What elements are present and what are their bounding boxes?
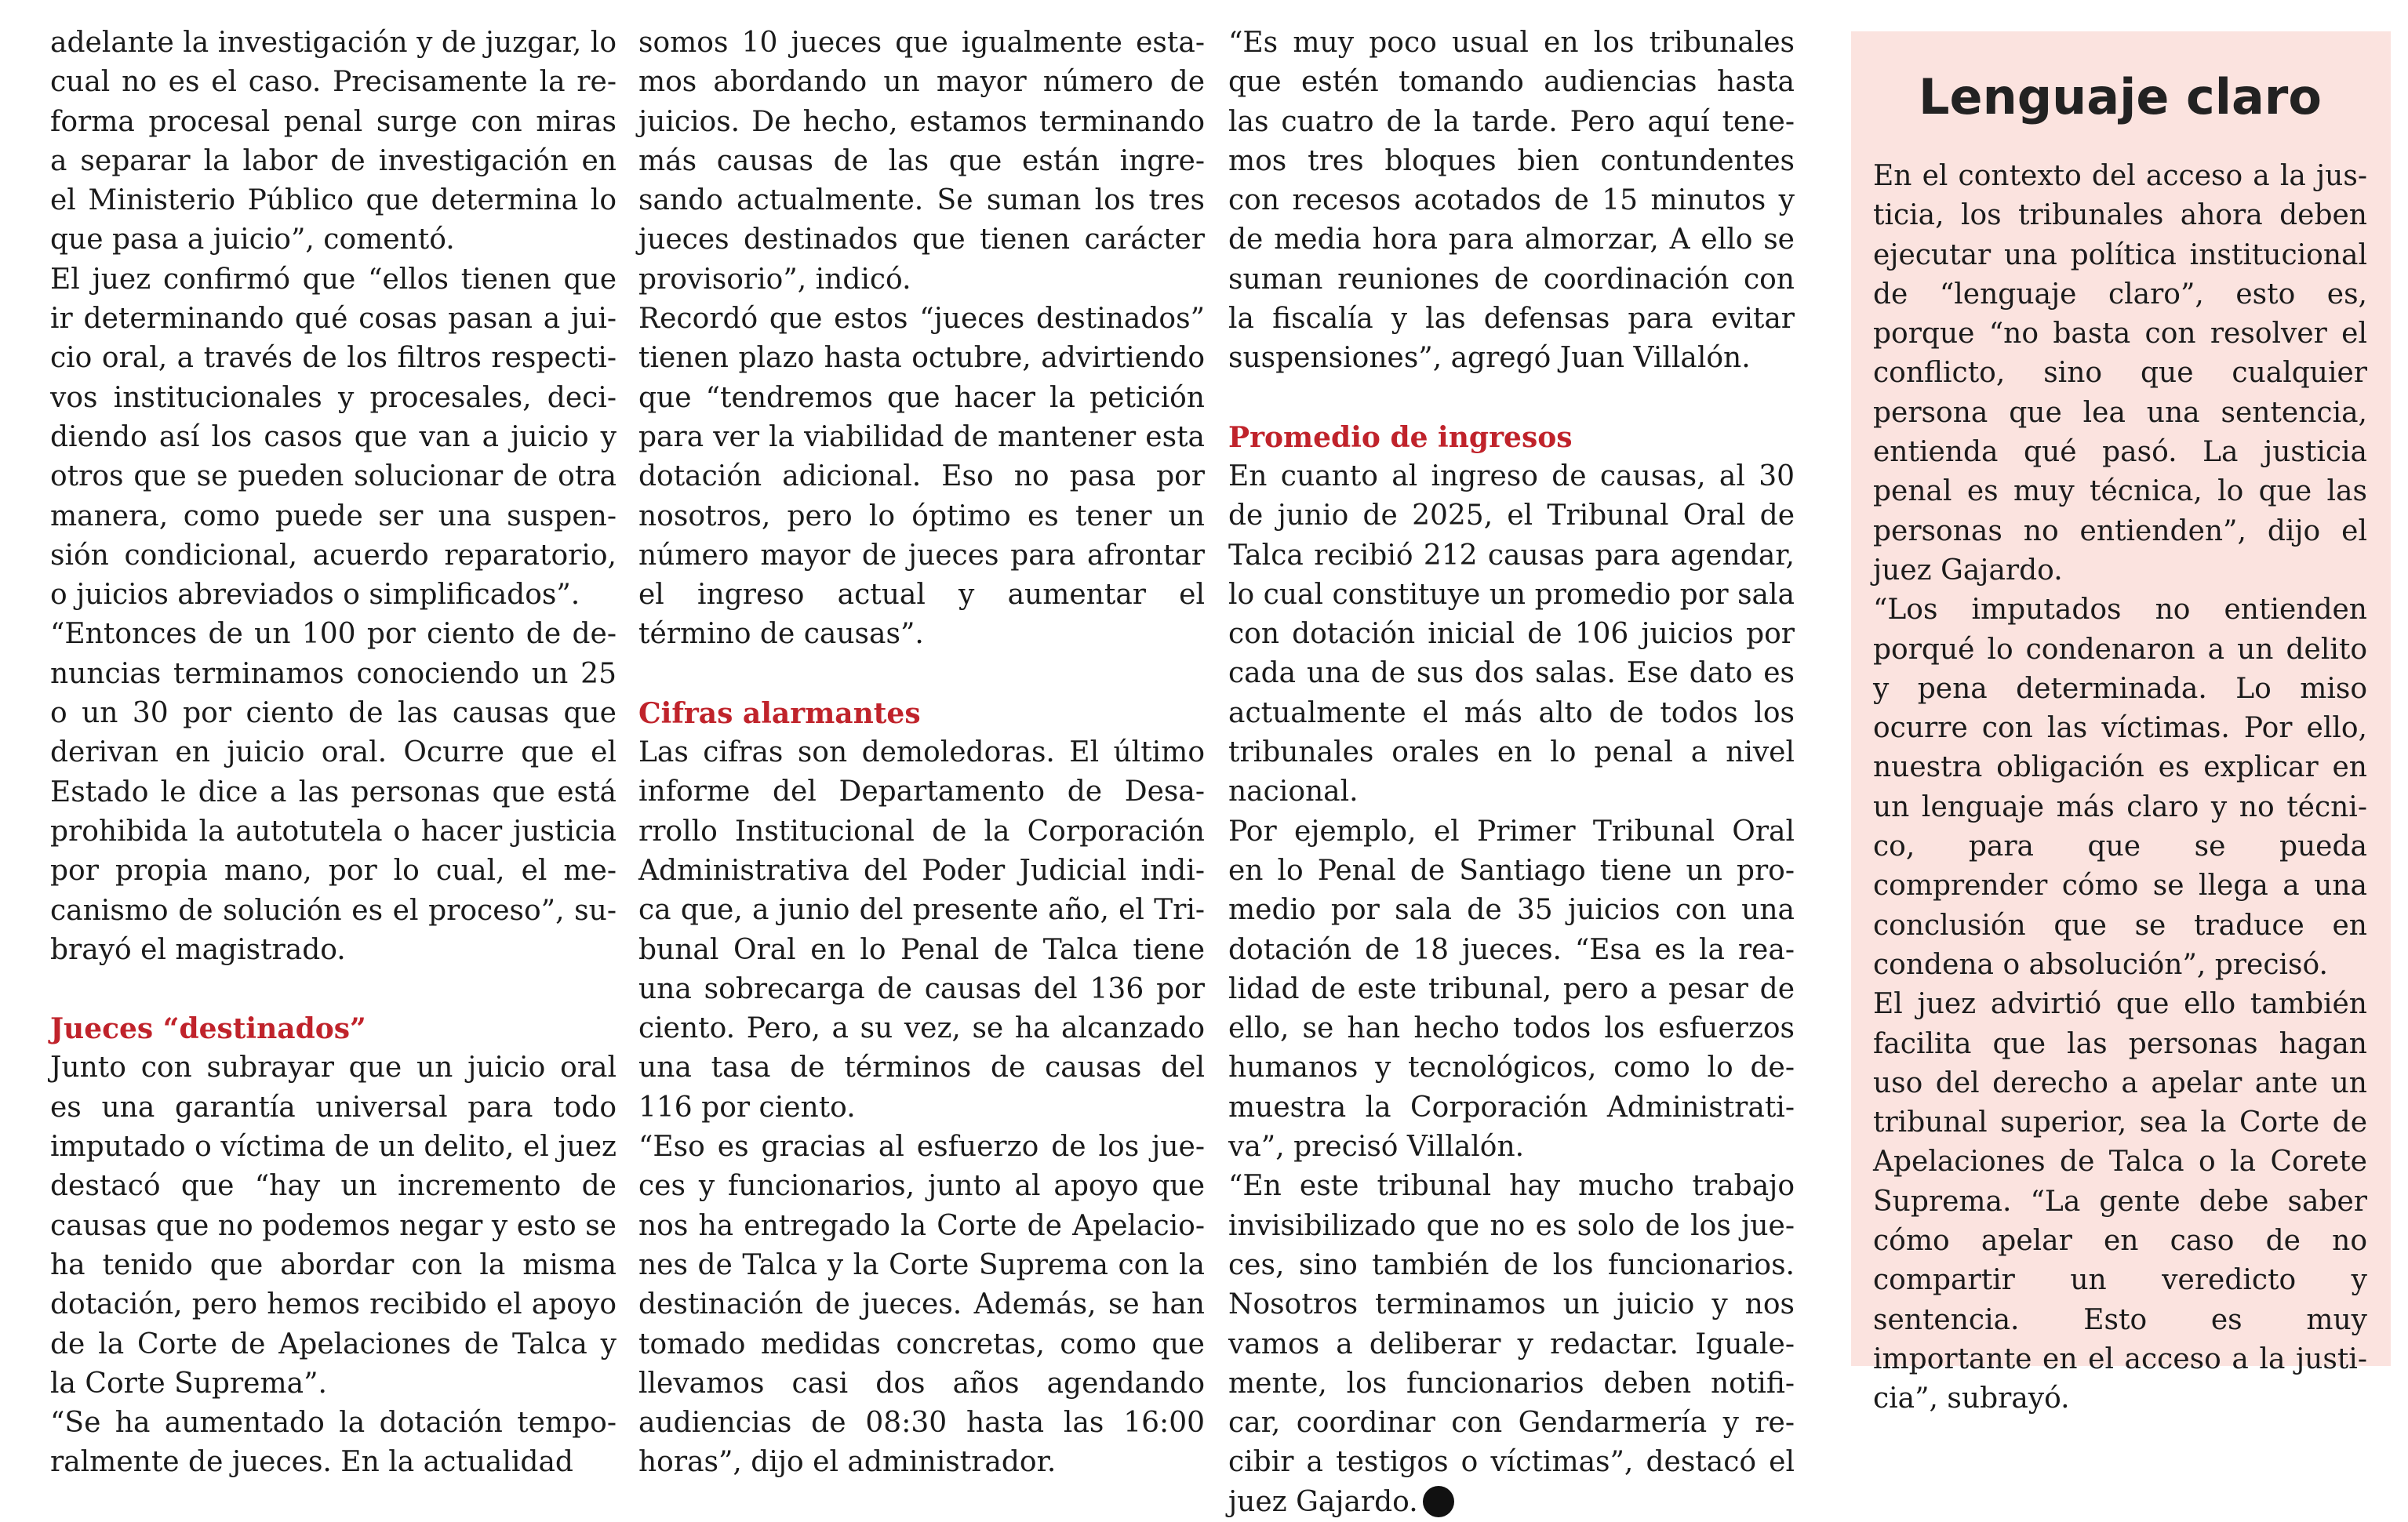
article-paragraph: “Entonces de un 100 por ciento de denuncias terminamos conociendo un 25 o un 30 por ciento de las causas que derivan en juicio oral. Ocurre que el Estado le dice a las personas que está prohibida la autotutela o hacer justicia por propia mano, por lo cual, el mecanismo de solución es el proceso”, subrayó el magistrado. [50,618,617,966]
article-paragraph: somos 10 jueces que igualmente estamos abordando un mayor número de juicios. De hecho, estamos terminando más causas de las que están ingresando actualmente. Se suman los tres jueces destinados que tienen carácter provisorio”, indicó. [638,27,1205,296]
article-paragraph: Junto con subrayar que un juicio oral es una garantía universal para todo imputado o víctima de un delito, el juez destacó que “hay un incremento de causas que no podemos negar y esto se ha tenido que abordar con la misma dotación, pero hemos recibido el apoyo de la Corte de Apelaciones de Talca y la Corte Suprema”. [50,1052,617,1400]
sidebar-paragraph: En el contexto del acceso a la justicia, los tribunales ahora deben ejecutar una política institucional de “lenguaje claro”, esto es, porque “no basta con resolver el conflicto, sino que cualquier persona que lea una sentencia, entienda qué pasó. La justicia penal es muy técnica, lo que las personas no entienden”, dijo el juez Gajardo. [1873,160,2367,587]
article-paragraph: adelante la investigación y de juzgar, lo cual no es el caso. Precisamente la reforma procesal penal surge con miras a separar la labor de investigación en el Ministerio Público que determina lo que pasa a juicio”, comentó. [50,27,617,256]
section-heading: Promedio de ingresos [1228,420,1573,454]
article-paragraph: Las cifras son demoledoras. El último informe del Departamento de Desarrollo Institucional de la Corporación Administrativa del Poder Judicial indica que, a junio del presente año, el Tribunal Oral en lo Penal de Talca tiene una sobrecarga de causas del 136 por ciento. Pero, a su vez, se ha alcanzado una tasa de términos de causas del 116 por ciento. [638,736,1205,1124]
sidebar-body [1873,157,2367,1419]
article-column-3 [1228,24,1795,1522]
article-paragraph: El juez confirmó que “ellos tienen que ir determinando qué cosas pasan a juicio oral, a través de los filtros respectivos institucionales y procesales, decidiendo así los casos que van a juicio y otros que se pueden solucionar de otra manera, como puede ser una suspensión condicional, acuerdo reparatorio, o juicios abreviados o simplificados”. [50,263,617,612]
section-heading: Jueces “destinados” [50,1012,366,1046]
article-paragraph: Por ejemplo, el Primer Tribunal Oral en lo Penal de Santiago tiene un promedio por sala de 35 juicios con una dotación de 18 jueces. “Esa es la realidad de este tribunal, pero a pesar de ello, se han hecho todos los esfuerzos humanos y tecnológicos, como lo demuestra la Corporación Administrativa”, precisó Villalón. [1228,815,1795,1164]
sidebar-paragraph: “Los imputados no entienden porqué lo condenaron a un delito y pena determinada. Lo miso ocurre con las víctimas. Por ello, nuestra obligación es explicar en un lenguaje más claro y no técnico, para que se pueda comprender cómo se llega a una conclusión que se traduce en condena o absolución”, precisó. [1873,594,2367,981]
sidebar-paragraph: El juez advirtió que ello también facilita que las personas hagan uso del derecho a apelar ante un tribunal superior, sea la Corte de Apelaciones de Talca o la Corete Suprema. “La gente debe saber cómo apelar en caso de no compartir un veredicto y sentencia. Esto es muy importante en el acceso a la justicia”, subrayó. [1873,988,2367,1415]
section-heading: Cifras alarmantes [638,696,921,730]
article-column-2 [638,24,1205,1483]
article-paragraph: “Se ha aumentado la dotación temporalmente de jueces. En la actualidad [50,1407,617,1479]
article-paragraph [1228,1167,1795,1522]
article-column-1 [50,24,617,1483]
article-paragraph: En cuanto al ingreso de causas, al 30 de junio de 2025, el Tribunal Oral de Talca recibió 212 causas para agendar, lo cual constituye un promedio por sala con dotación inicial de 106 juicios por cada una de sus dos salas. Ese dato es actualmente el más alto de todos los tribunales orales en lo penal a nivel nacional. [1228,460,1795,808]
sidebar-title: Lenguaje claro [1919,68,2322,125]
end-of-article-dot-icon [1423,1486,1454,1517]
article-paragraph: “Eso es gracias al esfuerzo de los jueces y funcionarios, junto al apoyo que nos ha entregado la Corte de Apelaciones de Talca y la Corte Suprema con la destinación de jueces. Además, se han tomado medidas concretas, como que llevamos casi dos años agendando audiencias de 08:30 hasta las 16:00 horas”, dijo el administrador. [638,1131,1205,1479]
article-paragraph: “Es muy poco usual en los tribunales que estén tomando audiencias hasta las cuatro de la tarde. Pero aquí tenemos tres bloques bien contundentes con recesos acotados de 15 minutos y de media hora para almorzar, A ello se suman reuniones de coordinación con la fiscalía y las defensas para evitar suspensiones”, agregó Juan Villalón. [1228,27,1795,375]
sidebar-box-lenguaje-claro [1851,31,2391,1415]
article-paragraph: Recordó que estos “jueces destinados” tienen plazo hasta octubre, advirtiendo que “tendremos que hacer la petición para ver la viabilidad de mantener esta dotación adicional. Eso no pasa por nosotros, pero lo óptimo es tener un número mayor de jueces para afrontar el ingreso actual y aumentar el término de causas”. [638,303,1205,651]
article-paragraph-text: “En este tribunal hay mucho trabajo invisibilizado que no es solo de los jueces, sino también de los funcionarios. Nosotros terminamos un juicio y nos vamos a deliberar y redactar. Igualemente, los funcionarios deben notificar, coordinar con Gendarmería y recibir a testigos o víctimas”, destacó el juez Gajardo. [1228,1170,1795,1518]
